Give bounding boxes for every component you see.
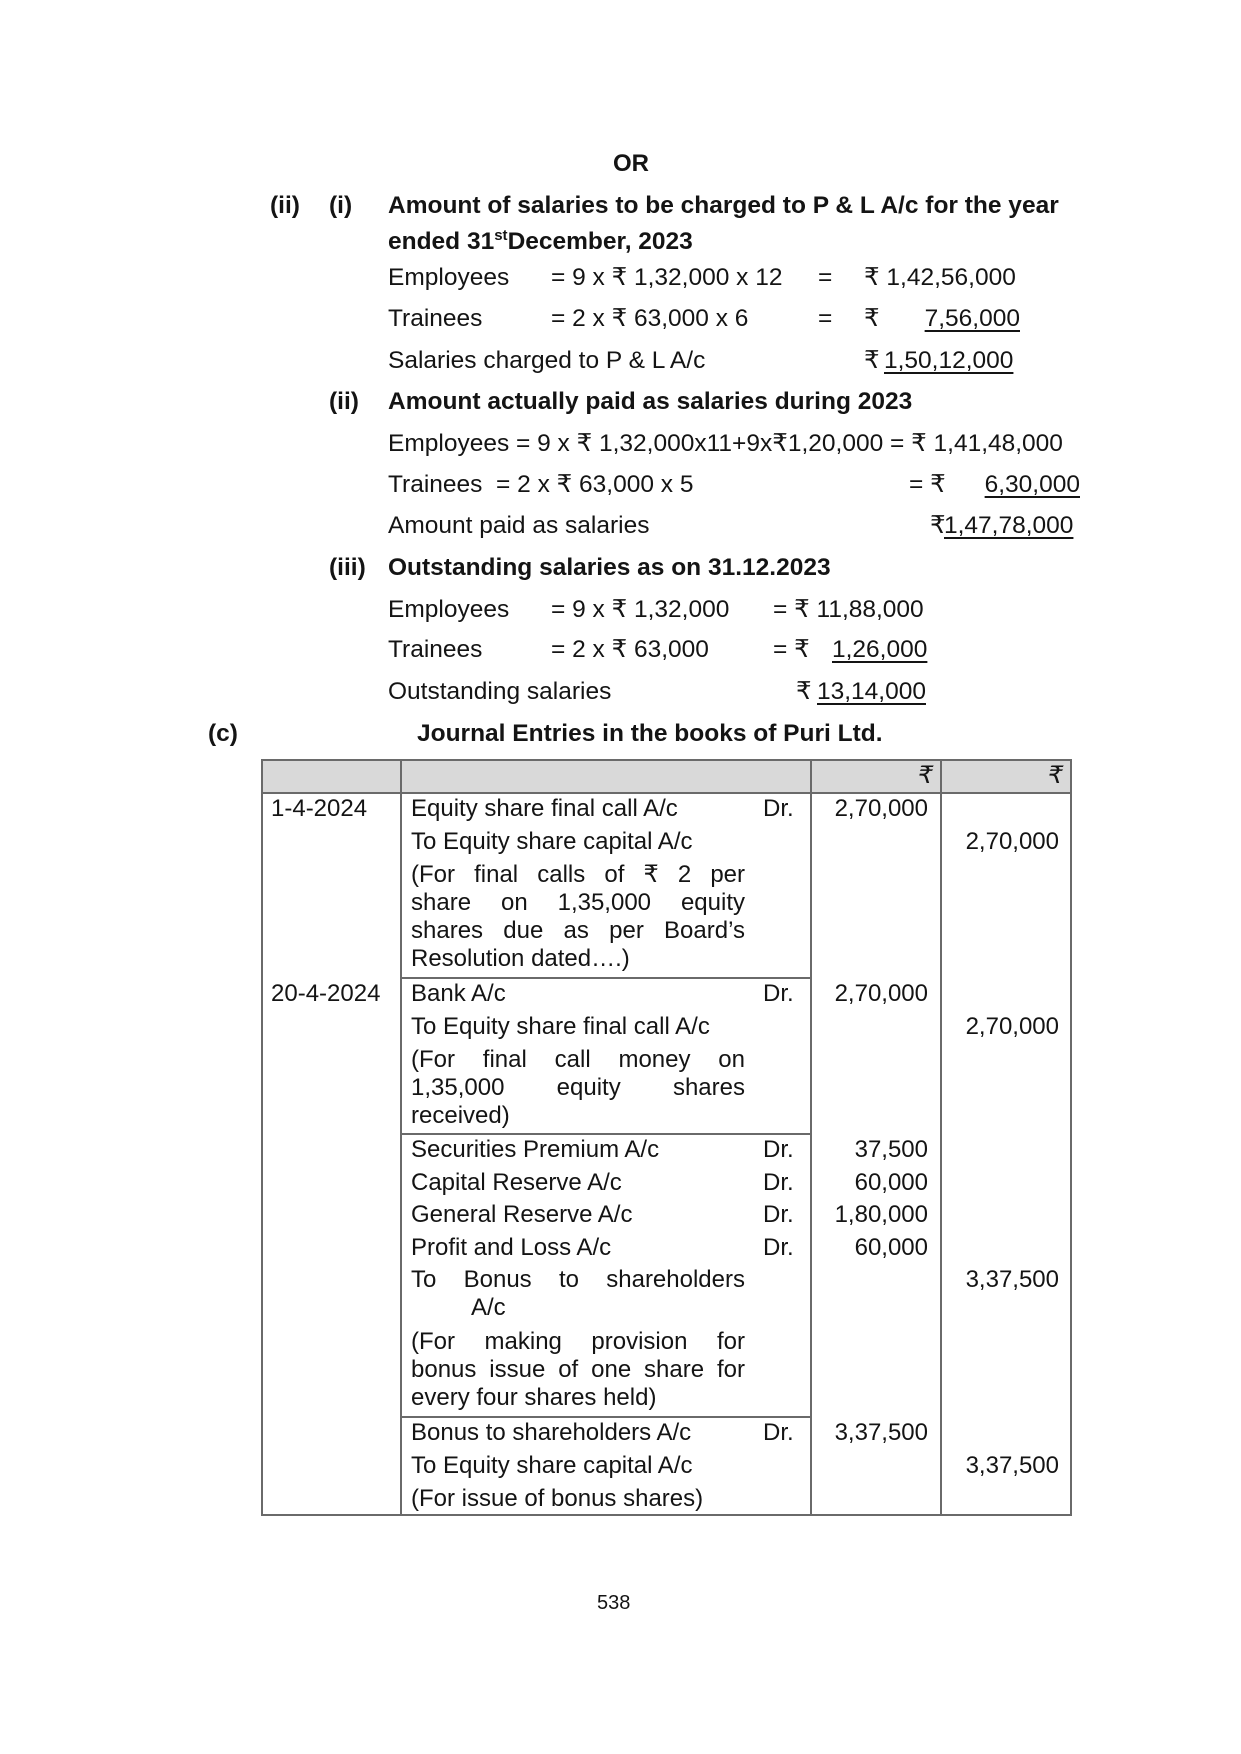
entry1-narration-3: shares due as per Board’s [411, 917, 745, 944]
table-col-date-sep [400, 759, 402, 1516]
part-i-employees-amount: ₹ 1,42,56,000 [864, 264, 1016, 291]
part-i-trainees-eq: = [818, 305, 833, 332]
table-border-bottom [261, 1514, 1072, 1516]
part-i-total-label: Salaries charged to P & L A/c [388, 347, 706, 374]
part-ii-total-label: Amount paid as salaries [388, 512, 650, 539]
part-i-label: (i) [329, 192, 353, 219]
part-iii-trainees-name: Trainees [388, 636, 483, 663]
entry2-debit-account: Bank A/c [411, 980, 506, 1007]
page-number: 538 [597, 1592, 631, 1614]
part-iii-employees-formula: = 9 x ₹ 1,32,000 [551, 596, 730, 623]
part-iii-label: (iii) [329, 554, 366, 581]
entry2-credit-account: To Equity share final call A/c [411, 1013, 710, 1040]
entry1-narration-1: (For final calls of ₹ 2 per [411, 861, 745, 888]
entry2-narration-2: 1,35,000 equity shares [411, 1074, 745, 1101]
entry3-narration-1: (For making provision for [411, 1328, 745, 1355]
part-iii-total-currency: ₹ [796, 678, 812, 705]
entry3-debit4-amount: 60,000 [854, 1234, 928, 1261]
entry1-credit-account: To Equity share capital A/c [411, 828, 693, 855]
title-pre: ended 31 [388, 228, 495, 256]
entry4-debit-amount: 3,37,500 [834, 1419, 928, 1446]
part-i-total-currency: ₹ [864, 347, 880, 374]
part-ii-label: (ii) [329, 388, 359, 415]
entry4-debit-account: Bonus to shareholders A/c [411, 1419, 692, 1446]
entry2-narration-3: received) [411, 1102, 510, 1129]
entry3-credit-account-line1: To Bonus to shareholders [411, 1266, 745, 1293]
part-i-employees-formula: = 9 x ₹ 1,32,000 x 12 [551, 264, 783, 291]
part-iii-trainees-amount: 1,26,000 [832, 636, 928, 663]
entry-sep-3 [400, 1416, 811, 1418]
table-border-top [261, 759, 1072, 761]
part-ii-trainees-amount: 6,30,000 [984, 471, 1080, 498]
part-i-trainees-name: Trainees [388, 305, 483, 332]
part-i-employees-eq: = [818, 264, 833, 291]
part-i-trainees-amount: 7,56,000 [924, 305, 1020, 332]
entry2-narration-1: (For final call money on [411, 1046, 745, 1073]
entry4-credit-account: To Equity share capital A/c [411, 1452, 693, 1479]
entry1-credit-amount: 2,70,000 [965, 828, 1059, 855]
entry3-debit3-amount: 1,80,000 [834, 1201, 928, 1228]
part-i-employees-name: Employees [388, 264, 510, 291]
part-iii-total-amount: 13,14,000 [817, 678, 926, 705]
journal-title: Journal Entries in the books of Puri Ltd. [417, 720, 883, 747]
entry4-dr: Dr. [763, 1419, 794, 1446]
table-border-right [1070, 759, 1072, 1516]
entry-sep-2 [400, 1133, 811, 1135]
part-iii-employees-eq: = ₹ 11,88,000 [773, 596, 924, 623]
part-iii-total-label: Outstanding salaries [388, 678, 612, 705]
entry3-debit3-account: General Reserve A/c [411, 1201, 633, 1228]
entry1-dr: Dr. [763, 795, 794, 822]
part-iii-employees-name: Employees [388, 596, 510, 623]
title-sup: st [494, 227, 508, 244]
part-ii-employees: Employees = 9 x ₹ 1,32,000x11+9x₹1,20,000 = ₹ 1,41,48,000 [388, 430, 1063, 457]
part-i-trainees-currency: ₹ [864, 305, 880, 332]
section-ii-label: (ii) [270, 192, 300, 219]
entry3-debit4-dr: Dr. [763, 1234, 794, 1261]
table-col-debit-sep [940, 759, 942, 1516]
part-i-title-line2 [388, 222, 693, 256]
entry1-debit-amount: 2,70,000 [834, 795, 928, 822]
entry1-narration-4: Resolution dated….) [411, 945, 630, 972]
entry3-debit2-account: Capital Reserve A/c [411, 1169, 622, 1196]
or-heading: OR [613, 150, 649, 177]
section-c-label: (c) [208, 720, 238, 747]
title-post: December, 2023 [507, 228, 693, 256]
entry3-credit-amount: 3,37,500 [965, 1266, 1059, 1293]
part-ii-trainees-eq: = ₹ [909, 471, 946, 498]
entry3-narration-3: every four shares held) [411, 1384, 657, 1411]
part-ii-title: Amount actually paid as salaries during 2023 [388, 388, 913, 415]
entry4-credit-amount: 3,37,500 [965, 1452, 1059, 1479]
entry3-debit3-dr: Dr. [763, 1201, 794, 1228]
part-i-trainees-formula: = 2 x ₹ 63,000 x 6 [551, 305, 749, 332]
part-i-title-line1: Amount of salaries to be charged to P & L A/c for the year [388, 192, 1059, 219]
entry1-date: 1-4-2024 [271, 795, 368, 822]
part-ii-total-amount: 1,47,78,000 [944, 512, 1074, 539]
entry3-debit2-dr: Dr. [763, 1169, 794, 1196]
table-header-bg [262, 760, 1072, 792]
entry3-debit1-account: Securities Premium A/c [411, 1136, 660, 1163]
part-ii-trainees: Trainees = 2 x ₹ 63,000 x 5 [388, 471, 694, 498]
entry2-credit-amount: 2,70,000 [965, 1013, 1059, 1040]
part-i-total-amount: 1,50,12,000 [884, 347, 1014, 374]
entry3-debit4-account: Profit and Loss A/c [411, 1234, 612, 1261]
table-header-bottom [261, 792, 1072, 794]
part-iii-trainees-eq: = ₹ [773, 636, 810, 663]
entry1-debit-account: Equity share final call A/c [411, 795, 678, 822]
entry3-debit1-dr: Dr. [763, 1136, 794, 1163]
entry-sep-1 [400, 977, 811, 979]
entry3-narration-2: bonus issue of one share for [411, 1356, 745, 1383]
entry3-credit-account-line2: A/c [471, 1294, 506, 1321]
entry2-dr: Dr. [763, 980, 794, 1007]
part-ii-total-currency: ₹ [930, 512, 946, 539]
entry2-debit-amount: 2,70,000 [834, 980, 928, 1007]
part-iii-title: Outstanding salaries as on 31.12.2023 [388, 554, 831, 581]
entry4-narration: (For issue of bonus shares) [411, 1485, 704, 1512]
debit-currency-header: ₹ [918, 762, 934, 789]
entry3-debit2-amount: 60,000 [854, 1169, 928, 1196]
entry3-debit1-amount: 37,500 [854, 1136, 928, 1163]
entry2-date: 20-4-2024 [271, 980, 381, 1007]
part-iii-trainees-formula: = 2 x ₹ 63,000 [551, 636, 709, 663]
credit-currency-header: ₹ [1048, 762, 1064, 789]
table-border-left [261, 759, 263, 1516]
entry1-narration-2: share on 1,35,000 equity [411, 889, 745, 916]
